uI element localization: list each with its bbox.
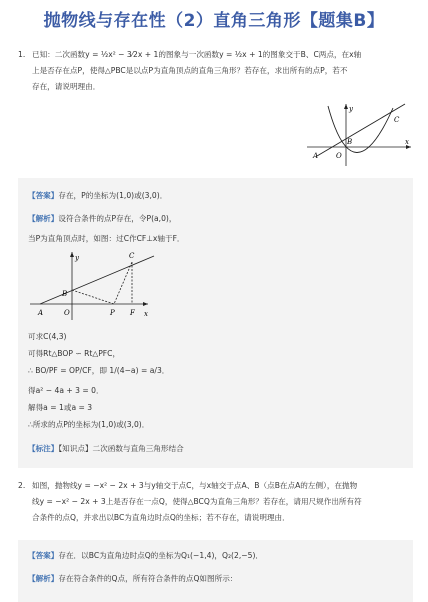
answer-text: 存在．以BC为直角边时点Q的坐标为Q₁(−1,4)，Q₂(2,−5)． — [58, 551, 264, 560]
analysis-line: 得a² − 4a + 3 = 0． — [28, 386, 104, 395]
point-p-label: P — [110, 309, 115, 317]
question-number: 1. — [18, 50, 26, 59]
analysis-line: 当P为直角顶点时，如图：过C作CF⊥x轴于F． — [28, 234, 185, 243]
question-number: 2. — [18, 481, 26, 490]
note-text: 【知识点】二次函数与直角三角形结合 — [58, 444, 184, 453]
question-line: 已知：二次函数y = ½x² − 3⁄2x + 1的图象与一次函数y = ½x + 1的图象交于B、C两点，在x轴 — [32, 50, 362, 59]
analysis-line: 可求C(4,3) — [28, 332, 67, 341]
answer-panel-2 — [18, 540, 413, 602]
analysis-line: ∴所求的点P的坐标为(1,0)或(3,0)． — [28, 420, 150, 429]
note-tag: 【标注】 — [28, 444, 59, 453]
answer-row — [28, 190, 167, 202]
answer-row — [28, 550, 263, 562]
figure-2-graph — [26, 248, 156, 326]
line-bc — [40, 256, 154, 304]
point-a-label: A — [38, 309, 44, 317]
x-axis-label: x — [144, 310, 148, 318]
point-f-label: F — [130, 309, 135, 317]
parabola-graph — [328, 106, 393, 153]
figure-1-graph — [305, 100, 415, 168]
point-b-label: B — [62, 290, 68, 298]
x-axis-label: x — [405, 138, 409, 146]
origin-label: O — [64, 309, 70, 317]
question-line: 线y = −x² − 2x + 3上是否存在一点Q，使得△BCQ为直角三角形？若存在，请用尺规作出所有符 — [32, 497, 362, 506]
answer-text: 存在，P的坐标为(1,0)或(3,0)． — [58, 191, 168, 200]
analysis-row — [28, 573, 237, 585]
origin-label: O — [336, 152, 342, 160]
analysis-tag: 【解析】 — [28, 574, 59, 583]
analysis-line: ∴ BO/PF = OP/CF，即 1/(4−a) = a/3． — [28, 366, 170, 375]
analysis-text: 设符合条件的点P存在，令P(a,0)， — [58, 214, 177, 223]
y-axis-label: y — [75, 254, 79, 262]
question-line: 如图，抛物线y = −x² − 2x + 3与y轴交于点C，与x轴交于点A、B（点B在点A的左侧），在抛物 — [32, 481, 358, 490]
question-line: 上是否存在点P，使得△PBC是以点P为直角顶点的直角三角形？若存在，求出所有的点P，若不 — [32, 66, 348, 75]
page-title: 抛物线与存在性（2）直角三角形【题集B】 — [43, 11, 385, 31]
analysis-line: 解得a = 1或a = 3 — [28, 403, 93, 412]
point-b-label: B — [347, 138, 353, 146]
answer-tag: 【答案】 — [28, 191, 59, 200]
point-c-label: C — [129, 252, 135, 260]
y-axis-label: y — [349, 105, 353, 113]
point-a-label: A — [313, 152, 319, 160]
question-line: 存在，请说明理由． — [32, 82, 101, 91]
note-row — [28, 443, 184, 455]
analysis-text: 存在符合条件的Q点，所有符合条件的点Q如图所示： — [58, 574, 238, 583]
right-angle-path — [72, 262, 132, 304]
analysis-line: 可得Rt△BOP ∽ Rt△PFC， — [28, 349, 121, 358]
question-1 — [18, 47, 413, 95]
answer-panel-1 — [18, 178, 413, 468]
question-2 — [18, 478, 413, 526]
analysis-row — [28, 213, 176, 225]
point-c-label: C — [394, 116, 400, 124]
answer-tag: 【答案】 — [28, 551, 59, 560]
line-graph — [317, 104, 405, 156]
question-line: 合条件的点Q，并求出以BC为直角边时点Q的坐标；若不存在，请说明理由． — [32, 513, 290, 522]
analysis-tag: 【解析】 — [28, 214, 59, 223]
